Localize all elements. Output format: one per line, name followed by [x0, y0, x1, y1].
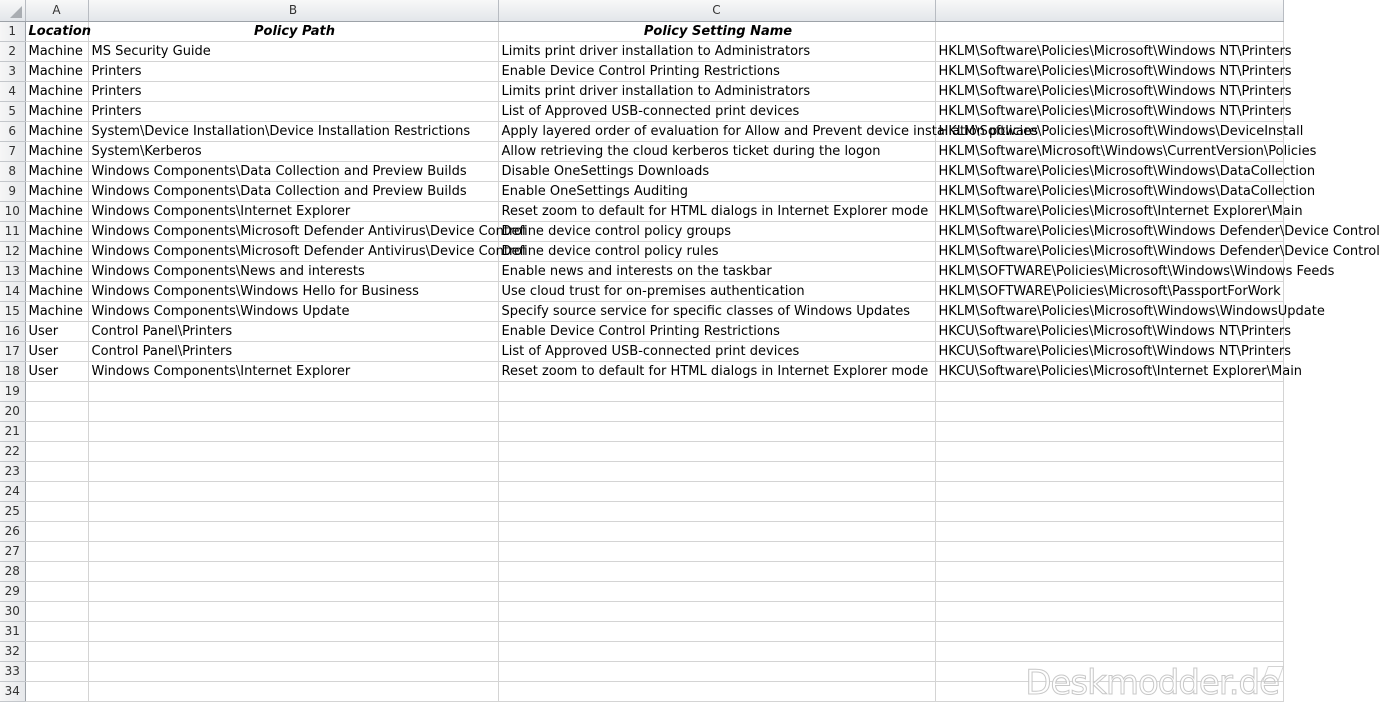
cell-registry[interactable]: HKLM\SOFTWARE\Policies\Microsoft\PassportForWork: [935, 282, 1283, 302]
table-row: [0, 362, 1283, 382]
empty-cell[interactable]: [935, 682, 1283, 702]
empty-cell[interactable]: [935, 422, 1283, 442]
table-row: [0, 222, 1283, 242]
row-header[interactable]: 24: [0, 482, 25, 502]
cell-header-registry[interactable]: [935, 22, 1283, 42]
table-row: [0, 682, 1283, 702]
table-row: [0, 662, 1283, 682]
table-row: [0, 242, 1283, 262]
empty-cell[interactable]: [935, 562, 1283, 582]
table-row: [0, 322, 1283, 342]
empty-cell[interactable]: [498, 562, 935, 582]
cell-policy-path[interactable]: System\Kerberos: [88, 142, 498, 162]
empty-cell[interactable]: [88, 402, 498, 422]
cell-policy-path[interactable]: System\Device Installation\Device Installation Restrictions: [88, 122, 498, 142]
table-row: [0, 482, 1283, 502]
table-row: [0, 582, 1283, 602]
empty-cell[interactable]: [935, 502, 1283, 522]
cell-registry[interactable]: HKCU\Software\Policies\Microsoft\Windows NT\Printers: [935, 322, 1283, 342]
cell-location[interactable]: Machine: [25, 182, 88, 202]
row-header[interactable]: 31: [0, 622, 25, 642]
row-header[interactable]: 15: [0, 302, 25, 322]
empty-cell[interactable]: [88, 542, 498, 562]
empty-cell[interactable]: [935, 522, 1283, 542]
empty-cell[interactable]: [88, 582, 498, 602]
row-header[interactable]: 2: [0, 42, 25, 62]
empty-cell[interactable]: [935, 382, 1283, 402]
table-row: [0, 302, 1283, 322]
cell-registry[interactable]: HKLM\Software\Policies\Microsoft\Windows NT\Printers: [935, 62, 1283, 82]
row-header[interactable]: 5: [0, 102, 25, 122]
cell-policy-path[interactable]: Control Panel\Printers: [88, 322, 498, 342]
empty-cell[interactable]: [25, 662, 88, 682]
empty-cell[interactable]: [935, 442, 1283, 462]
row-header[interactable]: 32: [0, 642, 25, 662]
cell-policy-setting-name[interactable]: Use cloud trust for on-premises authentication: [498, 282, 935, 302]
cell-location[interactable]: Machine: [25, 82, 88, 102]
empty-cell[interactable]: [25, 402, 88, 422]
cell-policy-setting-name[interactable]: List of Approved USB-connected print devices: [498, 342, 935, 362]
row-header[interactable]: 18: [0, 362, 25, 382]
empty-cell[interactable]: [498, 482, 935, 502]
cell-policy-setting-name[interactable]: List of Approved USB-connected print devices: [498, 102, 935, 122]
cell-registry[interactable]: HKLM\Software\Policies\Microsoft\Windows NT\Printers: [935, 42, 1283, 62]
cell-policy-path[interactable]: Windows Components\Internet Explorer: [88, 362, 498, 382]
table-row: [0, 622, 1283, 642]
empty-cell[interactable]: [25, 522, 88, 542]
column-header-c[interactable]: C: [498, 0, 935, 22]
empty-cell[interactable]: [88, 482, 498, 502]
cell-policy-setting-name[interactable]: Specify source service for specific classes of Windows Updates: [498, 302, 935, 322]
row-header[interactable]: 10: [0, 202, 25, 222]
cell-location[interactable]: Machine: [25, 62, 88, 82]
empty-cell[interactable]: [88, 382, 498, 402]
empty-cell[interactable]: [88, 662, 498, 682]
cell-policy-setting-name[interactable]: Limits print driver installation to Administrators: [498, 42, 935, 62]
row-header[interactable]: 4: [0, 82, 25, 102]
row-header[interactable]: 17: [0, 342, 25, 362]
empty-cell[interactable]: [498, 442, 935, 462]
cell-registry[interactable]: HKLM\Software\Policies\Microsoft\Windows\DataCollection: [935, 182, 1283, 202]
cell-location[interactable]: Machine: [25, 262, 88, 282]
empty-cell[interactable]: [25, 582, 88, 602]
table-row: [0, 602, 1283, 622]
table-row: [0, 342, 1283, 362]
empty-cell[interactable]: [935, 462, 1283, 482]
cell-registry[interactable]: HKLM\Software\Policies\Microsoft\Windows NT\Printers: [935, 82, 1283, 102]
row-header[interactable]: 19: [0, 382, 25, 402]
cell-policy-path[interactable]: Printers: [88, 102, 498, 122]
empty-cell[interactable]: [498, 402, 935, 422]
column-header-row: [0, 0, 1283, 22]
empty-cell[interactable]: [88, 462, 498, 482]
empty-cell[interactable]: [25, 382, 88, 402]
row-header[interactable]: 30: [0, 602, 25, 622]
empty-cell[interactable]: [25, 642, 88, 662]
cell-header-policy-setting-name[interactable]: Policy Setting Name: [498, 22, 935, 42]
empty-cell[interactable]: [498, 522, 935, 542]
empty-cell[interactable]: [498, 382, 935, 402]
row-header[interactable]: 27: [0, 542, 25, 562]
cell-policy-path[interactable]: Control Panel\Printers: [88, 342, 498, 362]
empty-cell[interactable]: [935, 642, 1283, 662]
table-row: [0, 62, 1283, 82]
cell-registry[interactable]: HKLM\Software\Policies\Microsoft\Windows\WindowsUpdate: [935, 302, 1283, 322]
table-row: [0, 462, 1283, 482]
empty-cell[interactable]: [498, 682, 935, 702]
table-row: [0, 502, 1283, 522]
cell-policy-setting-name[interactable]: Allow retrieving the cloud kerberos ticket during the logon: [498, 142, 935, 162]
empty-cell[interactable]: [25, 422, 88, 442]
cell-policy-path[interactable]: Windows Components\Windows Update: [88, 302, 498, 322]
table-row: [0, 522, 1283, 542]
row-header[interactable]: 33: [0, 662, 25, 682]
table-row: [0, 282, 1283, 302]
table-row: [0, 442, 1283, 462]
empty-cell[interactable]: [25, 482, 88, 502]
table-row: [0, 122, 1283, 142]
row-header[interactable]: 26: [0, 522, 25, 542]
row-header[interactable]: 12: [0, 242, 25, 262]
cell-policy-path[interactable]: Printers: [88, 82, 498, 102]
row-header[interactable]: 3: [0, 62, 25, 82]
empty-cell[interactable]: [498, 422, 935, 442]
cell-policy-setting-name[interactable]: Enable OneSettings Auditing: [498, 182, 935, 202]
table-row: [0, 142, 1283, 162]
table-row: [0, 82, 1283, 102]
cell-registry[interactable]: HKLM\Software\Policies\Microsoft\Windows NT\Printers: [935, 102, 1283, 122]
cell-policy-path[interactable]: Windows Components\Microsoft Defender Antivirus\Device Control: [88, 242, 498, 262]
empty-cell[interactable]: [88, 622, 498, 642]
empty-cell[interactable]: [25, 462, 88, 482]
empty-cell[interactable]: [935, 482, 1283, 502]
row-header[interactable]: 13: [0, 262, 25, 282]
cell-policy-setting-name[interactable]: Define device control policy rules: [498, 242, 935, 262]
cell-registry[interactable]: HKLM\Software\Policies\Microsoft\Windows\DataCollection: [935, 162, 1283, 182]
row-header[interactable]: 22: [0, 442, 25, 462]
cell-location[interactable]: Machine: [25, 302, 88, 322]
cell-location[interactable]: Machine: [25, 242, 88, 262]
cell-registry[interactable]: HKLM\Software\Microsoft\Windows\CurrentVersion\Policies: [935, 142, 1283, 162]
empty-cell[interactable]: [88, 422, 498, 442]
table-row: [0, 542, 1283, 562]
empty-cell[interactable]: [25, 622, 88, 642]
empty-cell[interactable]: [498, 462, 935, 482]
row-header[interactable]: 14: [0, 282, 25, 302]
cell-policy-path[interactable]: Windows Components\News and interests: [88, 262, 498, 282]
column-header-d[interactable]: [935, 0, 1283, 22]
cell-location[interactable]: Machine: [25, 202, 88, 222]
cell-policy-setting-name[interactable]: Reset zoom to default for HTML dialogs in Internet Explorer mode: [498, 202, 935, 222]
empty-cell[interactable]: [25, 542, 88, 562]
table-row: [0, 182, 1283, 202]
empty-cell[interactable]: [498, 662, 935, 682]
row-header[interactable]: 9: [0, 182, 25, 202]
empty-cell[interactable]: [498, 502, 935, 522]
table-row: [0, 162, 1283, 182]
watermark-logo: Deskmodder.de: [1025, 663, 1279, 703]
empty-cell[interactable]: [935, 582, 1283, 602]
table-row: [0, 562, 1283, 582]
cell-location[interactable]: Machine: [25, 282, 88, 302]
empty-cell[interactable]: [935, 402, 1283, 422]
row-header[interactable]: 8: [0, 162, 25, 182]
table-row: [0, 642, 1283, 662]
cell-policy-setting-name[interactable]: Enable news and interests on the taskbar: [498, 262, 935, 282]
cell-policy-path[interactable]: MS Security Guide: [88, 42, 498, 62]
cell-policy-path[interactable]: Printers: [88, 62, 498, 82]
empty-cell[interactable]: [498, 582, 935, 602]
table-header-row: [0, 22, 1283, 42]
row-header[interactable]: 28: [0, 562, 25, 582]
cell-location[interactable]: Machine: [25, 142, 88, 162]
table-row: [0, 402, 1283, 422]
table-row: [0, 422, 1283, 442]
cell-policy-setting-name[interactable]: Enable Device Control Printing Restrictions: [498, 62, 935, 82]
table-row: [0, 202, 1283, 222]
empty-cell[interactable]: [88, 602, 498, 622]
cell-header-policy-path[interactable]: Policy Path: [88, 22, 498, 42]
row-header[interactable]: 34: [0, 682, 25, 702]
empty-cell[interactable]: [88, 522, 498, 542]
cell-location[interactable]: Machine: [25, 222, 88, 242]
cell-registry[interactable]: HKLM\Software\Policies\Microsoft\Windows Defender\Device Control: [935, 222, 1283, 242]
empty-cell[interactable]: [935, 542, 1283, 562]
select-all-triangle-icon: [10, 6, 22, 18]
cell-location[interactable]: Machine: [25, 162, 88, 182]
empty-cell[interactable]: [25, 682, 88, 702]
cell-location[interactable]: Machine: [25, 122, 88, 142]
empty-cell[interactable]: [935, 622, 1283, 642]
empty-cell[interactable]: [935, 662, 1283, 682]
cell-header-location[interactable]: Location: [25, 22, 88, 42]
cell-registry[interactable]: HKLM\Software\Policies\Microsoft\Internet Explorer\Main: [935, 202, 1283, 222]
empty-cell[interactable]: [88, 442, 498, 462]
cell-policy-setting-name[interactable]: Reset zoom to default for HTML dialogs in Internet Explorer mode: [498, 362, 935, 382]
cell-policy-path[interactable]: Windows Components\Microsoft Defender Antivirus\Device Control: [88, 222, 498, 242]
cell-registry[interactable]: HKLM\Software\Policies\Microsoft\Windows Defender\Device Control: [935, 242, 1283, 262]
row-header[interactable]: 16: [0, 322, 25, 342]
empty-cell[interactable]: [498, 642, 935, 662]
empty-cell[interactable]: [935, 602, 1283, 622]
column-header-a[interactable]: A: [25, 0, 88, 22]
cell-policy-setting-name[interactable]: Limits print driver installation to Administrators: [498, 82, 935, 102]
empty-cell[interactable]: [88, 682, 498, 702]
select-all-corner[interactable]: [0, 0, 25, 22]
cell-policy-setting-name[interactable]: Disable OneSettings Downloads: [498, 162, 935, 182]
row-header[interactable]: 6: [0, 122, 25, 142]
row-header[interactable]: 25: [0, 502, 25, 522]
empty-cell[interactable]: [88, 502, 498, 522]
empty-cell[interactable]: [498, 622, 935, 642]
column-header-b[interactable]: B: [88, 0, 498, 22]
empty-cell[interactable]: [25, 602, 88, 622]
cell-registry[interactable]: HKLM\SOFTWARE\Policies\Microsoft\Windows\Windows Feeds: [935, 262, 1283, 282]
cell-policy-setting-name[interactable]: Apply layered order of evaluation for Allow and Prevent device installation policies: [498, 122, 935, 142]
cell-location[interactable]: User: [25, 342, 88, 362]
row-header[interactable]: 29: [0, 582, 25, 602]
cell-registry[interactable]: HKCU\Software\Policies\Microsoft\Windows NT\Printers: [935, 342, 1283, 362]
empty-cell[interactable]: [498, 542, 935, 562]
cell-policy-path[interactable]: Windows Components\Data Collection and Preview Builds: [88, 182, 498, 202]
cell-registry[interactable]: HKCU\Software\Policies\Microsoft\Internet Explorer\Main: [935, 362, 1283, 382]
cell-location[interactable]: User: [25, 322, 88, 342]
empty-cell[interactable]: [25, 562, 88, 582]
table-row: [0, 102, 1283, 122]
empty-cell[interactable]: [88, 562, 498, 582]
row-header[interactable]: 11: [0, 222, 25, 242]
cell-registry[interactable]: HKLM\Software\Policies\Microsoft\Windows\DeviceInstall: [935, 122, 1283, 142]
table-row: [0, 42, 1283, 62]
cell-policy-path[interactable]: Windows Components\Data Collection and Preview Builds: [88, 162, 498, 182]
row-header[interactable]: 21: [0, 422, 25, 442]
empty-cell[interactable]: [498, 602, 935, 622]
cell-policy-setting-name[interactable]: Define device control policy groups: [498, 222, 935, 242]
table-row: [0, 382, 1283, 402]
cell-location[interactable]: Machine: [25, 102, 88, 122]
row-header[interactable]: 7: [0, 142, 25, 162]
row-header[interactable]: 1: [0, 22, 25, 42]
row-header[interactable]: 20: [0, 402, 25, 422]
cell-policy-path[interactable]: Windows Components\Internet Explorer: [88, 202, 498, 222]
empty-cell[interactable]: [25, 502, 88, 522]
cell-policy-setting-name[interactable]: Enable Device Control Printing Restrictions: [498, 322, 935, 342]
empty-cell[interactable]: [25, 442, 88, 462]
cell-location[interactable]: Machine: [25, 42, 88, 62]
row-header[interactable]: 23: [0, 462, 25, 482]
empty-cell[interactable]: [88, 642, 498, 662]
table-row: [0, 262, 1283, 282]
cell-location[interactable]: User: [25, 362, 88, 382]
cell-policy-path[interactable]: Windows Components\Windows Hello for Business: [88, 282, 498, 302]
